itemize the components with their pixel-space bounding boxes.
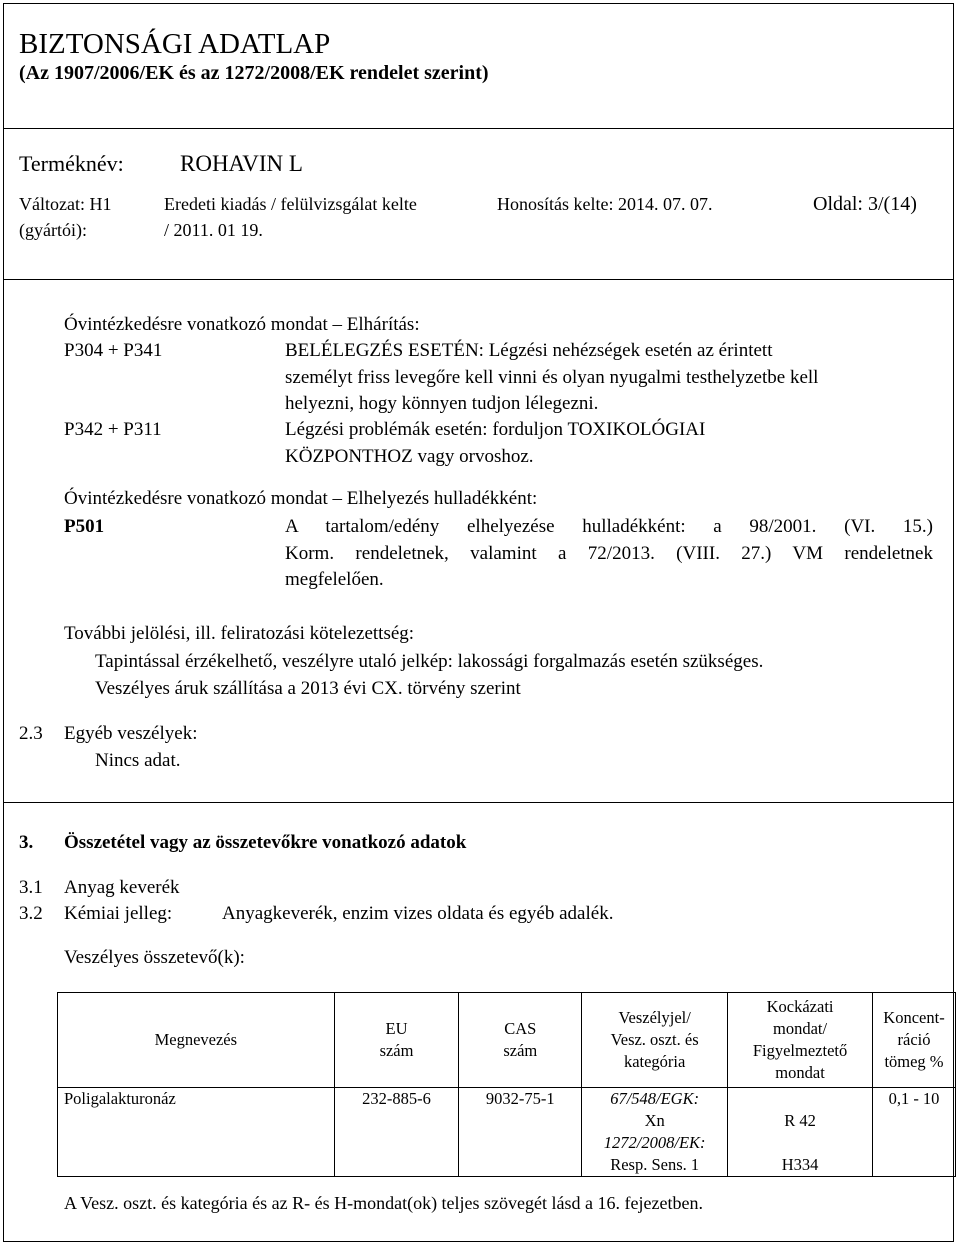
s31-text: Anyag keverék (64, 877, 180, 898)
disposal-heading: Óvintézkedésre vonatkozó mondat – Elhelyezés hulladékként: (64, 488, 538, 509)
p-text-1-line-1: BELÉLEGZÉS ESETÉN: Légzési nehézségek esetén az érintett (285, 340, 773, 361)
product-label: Terméknév: (19, 151, 124, 176)
issue-label: Eredeti kiadás / felülvizsgálat kelte (164, 194, 417, 214)
header-risk: Kockázati mondat/ Figyelmeztető mondat (728, 993, 873, 1088)
header-name: Megnevezés (58, 993, 335, 1088)
cell-eu: 232-885-6 (334, 1088, 459, 1177)
table-header-row (58, 993, 956, 1088)
p-text-2-line-2: KÖZPONTHOZ vagy orvoshoz. (285, 446, 534, 467)
s32-number: 3.2 (19, 903, 43, 924)
header-classification: Veszélyjel/ Vesz. oszt. és kategória (582, 993, 728, 1088)
labelling-heading: További jelölési, ill. feliratozási kötelezettség: (64, 623, 415, 644)
table-row (58, 1088, 956, 1177)
footnote: A Vesz. oszt. és kategória és az R- és H-mondat(ok) teljes szövegét lásd a 16. fejezetben. (64, 1193, 703, 1213)
localisation-date: Honosítás kelte: 2014. 07. 07. (497, 194, 713, 214)
issue-label-2: (gyártói): (19, 220, 87, 240)
divider-section2 (3, 802, 954, 803)
other-hazards-text: Nincs adat. (95, 750, 181, 771)
p-text-1-line-3: helyezni, hogy könnyen tudjon lélegezni. (285, 393, 599, 414)
section3-title: Összetétel vagy az összetevőkre vonatkozó adatok (64, 832, 467, 853)
hazardous-components-label: Veszélyes összetevő(k): (64, 947, 245, 968)
composition-table (57, 992, 956, 1177)
section3-number: 3. (19, 832, 34, 853)
other-hazards-heading: Egyéb veszélyek: (64, 723, 198, 744)
issue-date: / 2011. 01 19. (164, 220, 263, 240)
other-hazards-number: 2.3 (19, 723, 43, 744)
cell-classification: 67/548/EGK: Xn 1272/2008/EK: Resp. Sens. 1 (582, 1088, 728, 1177)
header-eu: EU szám (334, 993, 459, 1088)
labelling-line-1: Tapintással érzékelhető, veszélyre utaló jelkép: lakossági forgalmazás esetén szükséges. (95, 651, 764, 672)
header-cas: CAS szám (459, 993, 582, 1088)
s31-number: 3.1 (19, 877, 43, 898)
cell-risk: R 42 H334 (728, 1088, 873, 1177)
p501-line-2: Korm. rendeletnek, valamint a 72/2013. (VIII. 27.) VM rendeletnek (285, 543, 933, 564)
version: Változat: H1 (19, 194, 112, 214)
document-subtitle: (Az 1907/2006/EK és az 1272/2008/EK rendelet szerint) (19, 62, 489, 84)
s32-label: Kémiai jelleg: (64, 903, 173, 924)
document-title: BIZTONSÁGI ADATLAP (19, 28, 331, 60)
cell-name: Poligalakturonáz (58, 1088, 335, 1177)
p501-line-1: A tartalom/edény elhelyezése hulladékként: a 98/2001. (VI. 15.) (285, 516, 933, 537)
product-name: ROHAVIN L (180, 151, 303, 176)
p501-code: P501 (64, 516, 105, 537)
header-concentration: Koncent- ráció tömeg % (873, 993, 956, 1088)
p-text-1-line-2: személyt friss levegőre kell vinni és olyan nyugalmi testhelyzetbe kell (285, 367, 819, 388)
p-text-2-line-1: Légzési problémák esetén: forduljon TOXIKOLÓGIAI (285, 419, 706, 440)
response-heading: Óvintézkedésre vonatkozó mondat – Elhárítás: (64, 314, 420, 335)
page-number: Oldal: 3/(14) (813, 193, 917, 215)
divider-header (3, 128, 954, 129)
s32-text: Anyagkeverék, enzim vizes oldata és egyéb adalék. (222, 903, 614, 924)
divider-product (3, 279, 954, 280)
labelling-line-2: Veszélyes áruk szállítása a 2013 évi CX. törvény szerint (95, 678, 521, 699)
p-code-2: P342 + P311 (64, 419, 162, 440)
cell-concentration: 0,1 - 10 (873, 1088, 956, 1177)
p-code-1: P304 + P341 (64, 340, 163, 361)
cell-cas: 9032-75-1 (459, 1088, 582, 1177)
p501-line-3: megfelelően. (285, 569, 384, 590)
